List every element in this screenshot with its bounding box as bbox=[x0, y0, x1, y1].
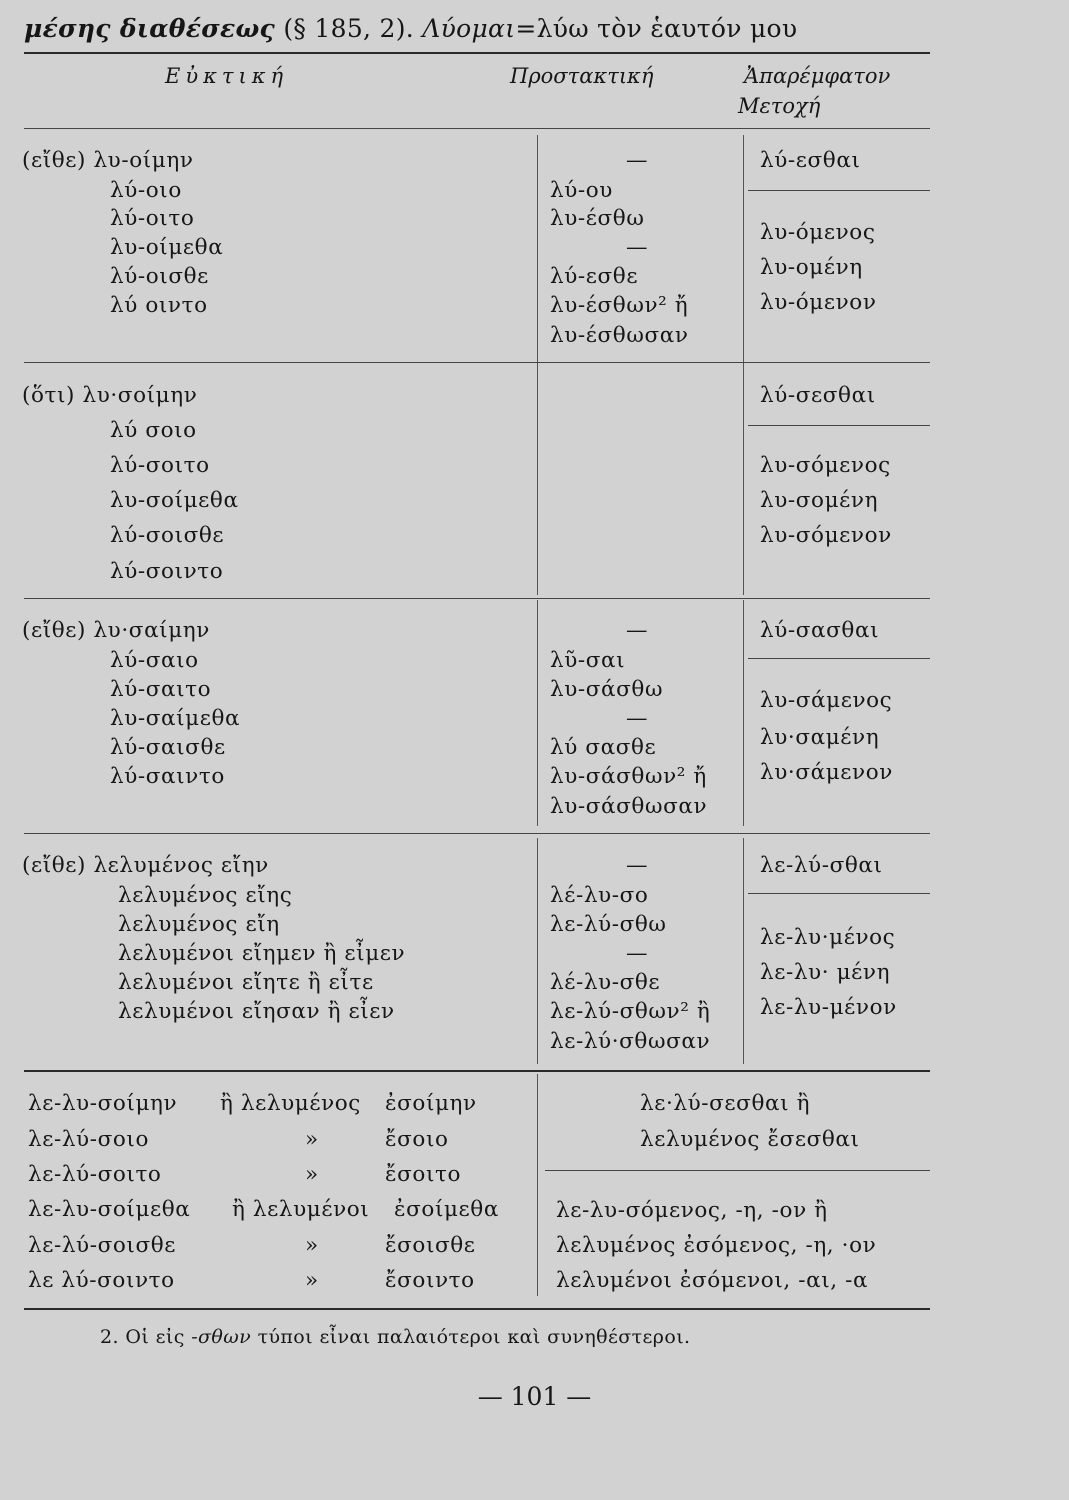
s1-imp-1: — bbox=[626, 148, 649, 173]
s4-imp-7: λε-λύ·σθωσαν bbox=[550, 1029, 711, 1054]
s1-inf: λύ-εσθαι bbox=[760, 148, 861, 173]
col-participle: Μετοχή bbox=[738, 94, 821, 118]
s4-opt-3: λελυμένος εἴη bbox=[118, 912, 280, 937]
s1-imp-3: λυ-έσθω bbox=[550, 206, 645, 231]
s4-part-3: λε-λυ-μένον bbox=[760, 995, 897, 1020]
header-rule bbox=[24, 52, 930, 54]
s3-opt-5: λύ-σαισθε bbox=[110, 735, 226, 760]
column-header-rule bbox=[24, 128, 930, 129]
fp-link-5: » bbox=[305, 1233, 319, 1258]
header-gloss: =λύω τὸν ἑαυτόν μου bbox=[515, 14, 798, 43]
fp-aux-4: ἐσοίμεθα bbox=[394, 1197, 499, 1222]
s4-opt-1: (εἴθε) λελυμένος εἴην bbox=[22, 853, 269, 878]
footnote-text-a: 2. Οἱ εἰς bbox=[100, 1326, 185, 1348]
s3-imp-3: λυ-σάσθω bbox=[550, 677, 664, 702]
footnote bbox=[100, 1326, 691, 1348]
s4-imp-5: λέ-λυ-σθε bbox=[550, 970, 661, 995]
fp-aux-1: ἐσοίμην bbox=[385, 1091, 477, 1116]
s3-opt-4: λυ-σαίμεθα bbox=[110, 706, 241, 731]
fp-part-2: λελυμένος ἐσόμενος, -η, ·ον bbox=[556, 1233, 877, 1258]
col-infinitive: Ἀπαρέμφατον bbox=[744, 64, 891, 88]
s3-part-3: λυ·σάμενον bbox=[760, 760, 893, 785]
s1-imp-5: λύ-εσθε bbox=[550, 264, 639, 289]
s4-imp-1: — bbox=[626, 853, 649, 878]
s4-opt-5: λελυμένοι εἴητε ἢ εἶτε bbox=[118, 970, 374, 995]
s3-part-2: λυ·σαμένη bbox=[760, 725, 880, 750]
s1-opt-4: λυ-οίμεθα bbox=[110, 235, 224, 260]
s4-inf: λε-λύ-σθαι bbox=[760, 853, 883, 878]
col-divider-2a bbox=[743, 135, 744, 595]
s4-imp-3: λε-λύ-σθω bbox=[550, 912, 667, 937]
fp-form-4: λε-λυ-σοίμεθα bbox=[28, 1197, 191, 1222]
header-ref: (§ 185, 2). bbox=[283, 14, 415, 43]
s1-opt-5: λύ-οισθε bbox=[110, 264, 209, 289]
fp-link-4: ἢ λελυμένοι bbox=[232, 1197, 370, 1222]
footnote-ending: -σθων bbox=[191, 1326, 252, 1348]
s3-inf-rule bbox=[748, 658, 930, 659]
page-header bbox=[24, 14, 797, 43]
fp-aux-6: ἔσοιντο bbox=[385, 1268, 475, 1293]
footnote-text-b: τύποι εἶναι παλαιότεροι καὶ συνηθέστεροι. bbox=[257, 1326, 691, 1348]
s2-part-2: λυ-σομένη bbox=[760, 488, 879, 513]
s2-inf-rule bbox=[748, 425, 930, 426]
fp-form-3: λε-λύ-σοιτο bbox=[28, 1162, 162, 1187]
s3-imp-6: λυ-σάσθων² ἤ bbox=[550, 764, 707, 789]
s2-opt-3: λύ-σοιτο bbox=[110, 453, 210, 478]
s3-bottom-rule bbox=[24, 833, 930, 834]
col-divider-1b bbox=[537, 600, 538, 826]
header-verb: Λύομαι bbox=[422, 14, 516, 43]
fp-form-2: λε-λύ-σοιο bbox=[28, 1127, 149, 1152]
s4-opt-4: λελυμένοι εἴημεν ἢ εἶμεν bbox=[118, 941, 406, 966]
s4-opt-2: λελυμένος εἴης bbox=[118, 883, 293, 908]
fp-inf-rule bbox=[545, 1170, 930, 1171]
s3-opt-2: λύ-σαιο bbox=[110, 648, 199, 673]
s3-opt-1: (εἴθε) λυ·σαίμην bbox=[22, 618, 210, 643]
col-divider-1a bbox=[537, 135, 538, 595]
col-divider-1c bbox=[537, 838, 538, 1064]
s4-opt-6: λελυμένοι εἴησαν ἢ εἶεν bbox=[118, 999, 395, 1024]
s3-imp-7: λυ-σάσθωσαν bbox=[550, 794, 708, 819]
s1-inf-rule bbox=[748, 190, 930, 191]
s1-imp-4: — bbox=[626, 235, 649, 260]
s3-opt-3: λύ-σαιτο bbox=[110, 677, 212, 702]
col-divider-1d bbox=[537, 1074, 538, 1296]
fp-part-1: λε-λυ-σόμενος, -η, -ον ἢ bbox=[556, 1198, 828, 1223]
table-bottom-rule bbox=[24, 1308, 930, 1310]
s2-inf: λύ-σεσθαι bbox=[760, 383, 876, 408]
s3-opt-6: λύ-σαιντο bbox=[110, 764, 225, 789]
fp-aux-3: ἔσοιτο bbox=[385, 1162, 462, 1187]
s3-inf: λύ-σασθαι bbox=[760, 618, 880, 643]
s1-imp-6: λυ-έσθων² ἤ bbox=[550, 293, 689, 318]
s3-imp-4: — bbox=[626, 706, 649, 731]
col-imperative: Προστακτική bbox=[510, 64, 654, 88]
fp-link-1: ἢ λελυμένος bbox=[220, 1091, 361, 1116]
s1-bottom-rule bbox=[24, 362, 930, 363]
s4-imp-6: λε-λύ-σθων² ἢ bbox=[550, 999, 711, 1024]
s4-bottom-rule bbox=[24, 1070, 930, 1072]
s1-part-3: λυ-όμενον bbox=[760, 290, 877, 315]
fp-form-5: λε-λύ-σοισθε bbox=[28, 1233, 176, 1258]
s4-part-2: λε-λυ· μένη bbox=[760, 960, 891, 985]
s4-imp-4: — bbox=[626, 941, 649, 966]
fp-link-3: » bbox=[305, 1162, 319, 1187]
col-optative: Εὐκτική bbox=[165, 64, 289, 88]
s1-part-1: λυ-όμενος bbox=[760, 220, 876, 245]
s4-part-1: λε-λυ·μένος bbox=[760, 925, 896, 950]
fp-aux-5: ἔσοισθε bbox=[385, 1233, 476, 1258]
header-title: μέσης διαθέσεως bbox=[24, 14, 276, 43]
s2-opt-2: λύ σοιο bbox=[110, 418, 197, 443]
s3-imp-5: λύ σασθε bbox=[550, 735, 657, 760]
s2-opt-6: λύ-σοιντο bbox=[110, 559, 224, 584]
col-divider-2b bbox=[743, 600, 744, 826]
col-divider-2c bbox=[743, 838, 744, 1064]
s1-opt-6: λύ οιντο bbox=[110, 293, 208, 318]
fp-link-6: » bbox=[305, 1268, 319, 1293]
fp-form-6: λε λύ-σοιντο bbox=[28, 1268, 175, 1293]
s1-imp-7: λυ-έσθωσαν bbox=[550, 323, 689, 348]
s1-opt-3: λύ-οιτο bbox=[110, 206, 195, 231]
page-number: — 101 — bbox=[477, 1382, 592, 1411]
fp-aux-2: ἔσοιο bbox=[385, 1127, 449, 1152]
s1-part-2: λυ-ομένη bbox=[760, 255, 863, 280]
s1-imp-2: λύ-ου bbox=[550, 178, 613, 203]
fp-inf-2: λελυμένος ἔσεσθαι bbox=[640, 1127, 860, 1152]
s2-part-3: λυ-σόμενον bbox=[760, 523, 892, 548]
s4-inf-rule bbox=[748, 893, 930, 894]
s3-part-1: λυ-σάμενος bbox=[760, 688, 893, 713]
fp-form-1: λε-λυ-σοίμην bbox=[28, 1091, 178, 1116]
fp-link-2: » bbox=[305, 1127, 319, 1152]
s2-bottom-rule bbox=[24, 598, 930, 599]
s2-part-1: λυ-σόμενος bbox=[760, 453, 891, 478]
s2-opt-1: (ὅτι) λυ·σοίμην bbox=[22, 383, 198, 408]
s1-opt-2: λύ-οιο bbox=[110, 178, 182, 203]
s4-imp-2: λέ-λυ-σο bbox=[550, 883, 649, 908]
s3-imp-2: λῦ-σαι bbox=[550, 648, 626, 673]
s2-opt-4: λυ-σοίμεθα bbox=[110, 488, 239, 513]
fp-inf-1: λε·λύ-σεσθαι ἢ bbox=[640, 1091, 811, 1116]
fp-part-3: λελυμένοι ἐσόμενοι, -αι, -α bbox=[556, 1268, 869, 1293]
s3-imp-1: — bbox=[626, 618, 649, 643]
s1-opt-1: (εἴθε) λυ-οίμην bbox=[22, 148, 194, 173]
s2-opt-5: λύ-σοισθε bbox=[110, 523, 225, 548]
